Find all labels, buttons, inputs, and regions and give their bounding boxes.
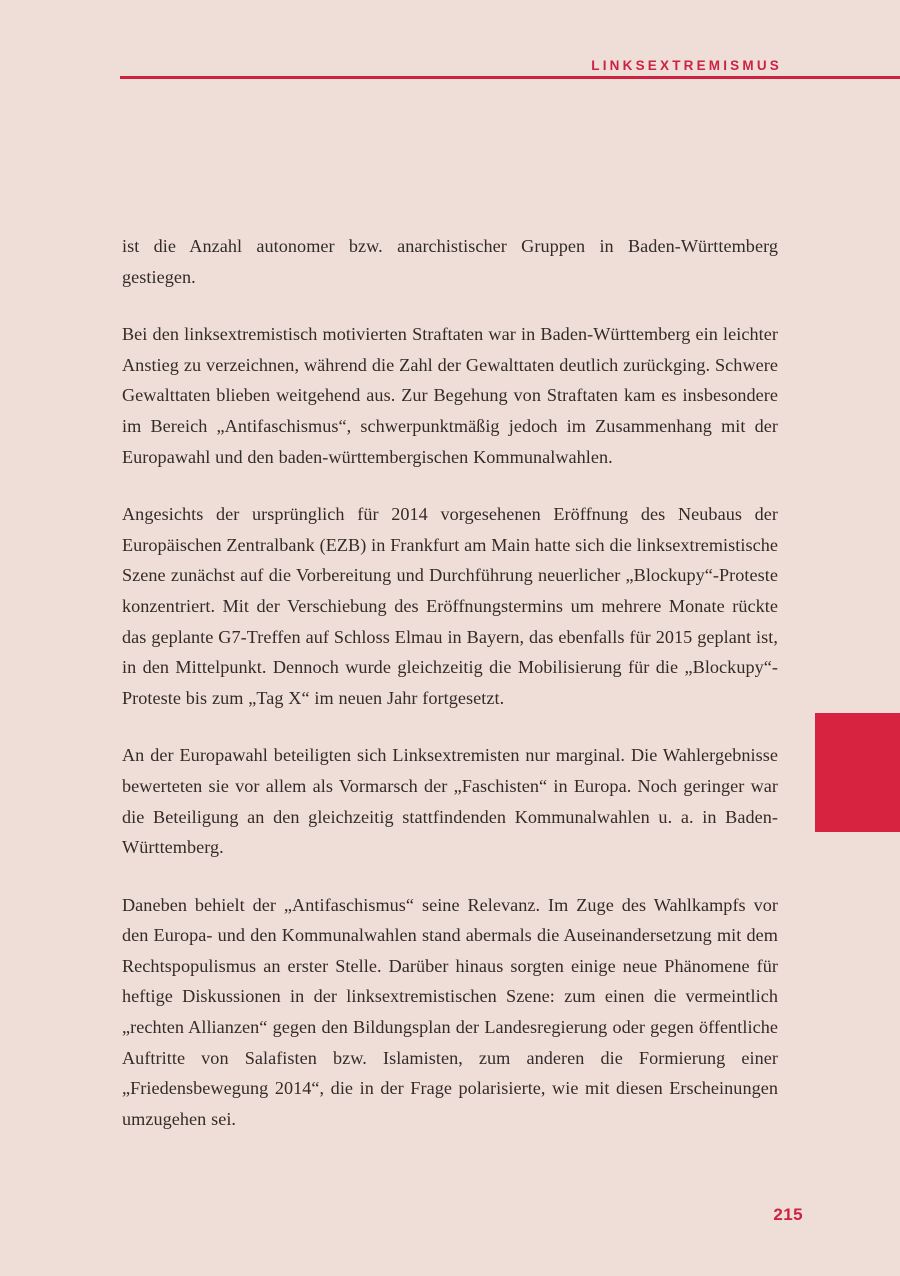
folio: [0, 1206, 900, 1225]
page-number: 215: [773, 1205, 803, 1224]
section-edge-tab: [815, 713, 900, 832]
paragraph: Angesichts der ursprünglich für 2014 vorgesehenen Eröffnung des Neubaus der Europäischen Zentralbank (EZB) in Frankfurt am Main hatte sich die linksextremistische Szene zunächst auf die Vorbereitung und Durchführung neuerlicher „Blockupy“-Proteste konzentriert. Mit der Verschiebung des Eröffnungstermins um mehrere Monate rückte das geplante G7-Treffen auf Schloss Elmau in Bayern, das ebenfalls für 2015 geplant ist, in den Mittelpunkt. Dennoch wurde gleichzeitig die Mobilisierung für die „Blockupy“-Proteste bis zum „Tag X“ im neuen Jahr fortgesetzt.: [122, 504, 778, 708]
paragraph: An der Europawahl beteiligten sich Linksextremisten nur marginal. Die Wahlergebnisse bewerteten sie vor allem als Vormarsch der „Faschisten“ in Europa. Noch geringer war die Beteiligung an den gleichzeitig stattfindenden Kommunalwahlen u. a. in Baden-Württemberg.: [122, 745, 778, 858]
body-text-column: [122, 231, 778, 1134]
paragraph: Bei den linksextremistisch motivierten Straftaten war in Baden-Württemberg ein leichter Anstieg zu verzeichnen, während die Zahl der Gewalttaten deutlich zurückging. Schwere Gewalttaten blieben weitgehend aus. Zur Begehung von Straftaten kam es insbesondere im Bereich „Antifaschismus“, schwerpunktmäßig jedoch im Zusammenhang mit der Europawahl und den baden-württembergischen Kommunalwahlen.: [122, 324, 778, 467]
running-head-title: LINKSEXTREMISMUS: [591, 58, 782, 73]
paragraph: ist die Anzahl autonomer bzw. anarchistischer Gruppen in Baden-Württemberg gestiegen.: [122, 236, 778, 287]
paragraph: Daneben behielt der „Antifaschismus“ seine Relevanz. Im Zuge des Wahlkampfs vor den Europa- und den Kommunalwahlen stand abermals die Auseinandersetzung mit dem Rechtspopulismus an erster Stelle. Darüber hinaus sorgten einige neue Phänomene für heftige Diskussionen in der linksextremistischen Szene: zum einen die vermeintlich „rechten Allianzen“ gegen den Bildungsplan der Landesregierung oder gegen öffentliche Auftritte von Salafisten bzw. Islamisten, zum anderen die Formierung einer „Friedensbewegung 2014“, die in der Frage polarisierte, wie mit diesen Erscheinungen umzugehen sei.: [122, 894, 778, 1129]
header-rule-divider: [120, 76, 900, 79]
